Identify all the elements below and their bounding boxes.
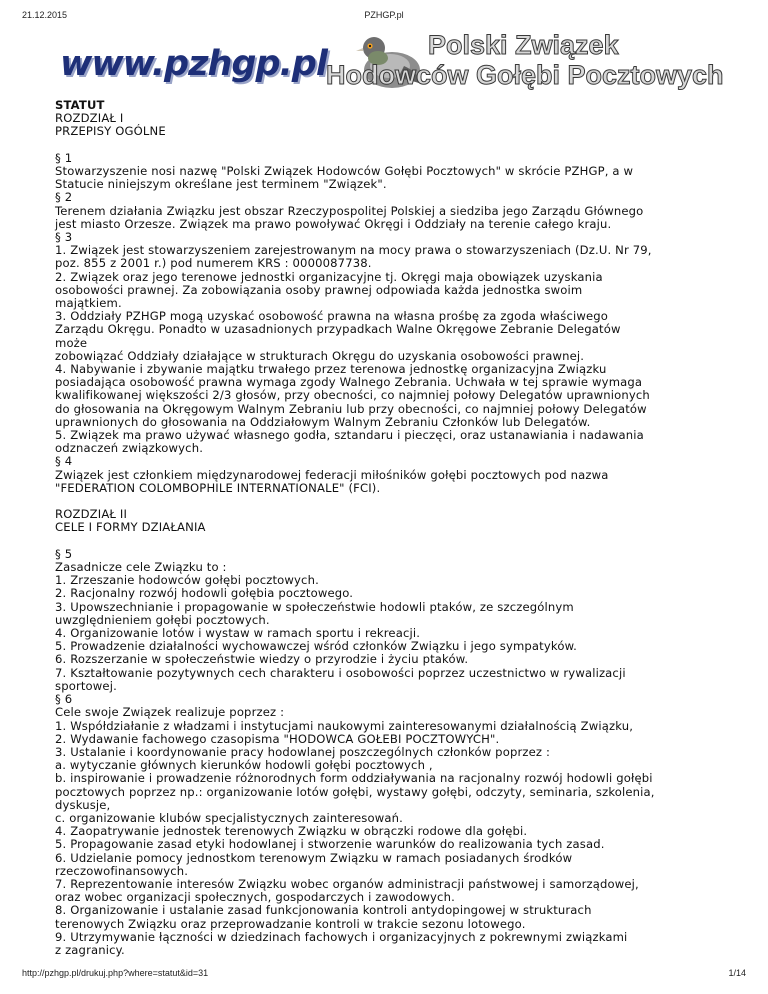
chapter-2-body [55,548,720,957]
document-title: STATUT [55,98,105,112]
document-line: uwzględnieniem gołębi pocztowych. [55,612,270,627]
chapter-1-title: PRZEPISY OGÓLNE [55,124,166,139]
document-line: 4. Organizowanie lotów i wystaw w ramach sportu i rekreacji. [55,626,421,641]
document-line: b. inspirowanie i prowadzenie różnorodnych form oddziaływania na racjonalny rozwój hodowli gołębi [55,771,653,786]
document-line: 3. Upowszechnianie i propagowanie w społeczeństwie hodowli ptaków, ze szczególnym [55,599,574,614]
document-line: osobowości prawnej. Za zobowiązania osoby prawnej odpowiada każda jednostka swoim [55,282,583,297]
document-line: zobowiązać Oddziały działające w strukturach Okręgu do uzyskania osobowości prawnej. [55,348,585,363]
org-name-line-2: Hodowców Gołębi Pocztowych [326,60,724,90]
document-line: 3. Ustalanie i koordynowanie pracy hodowlanej poszczególnych członków poprzez : [55,744,551,759]
document-line: oraz wobec organizacji społecznych, gospodarczych i zawodowych. [55,890,455,905]
document-line: odznaczeń związkowych. [55,441,204,456]
document-line: 2. Związek oraz jego terenowe jednostki organizacyjne tj. Okręgi maja obowiązek uzyskania [55,269,603,284]
document-line: 2. Racjonalny rozwój hodowli gołębia pocztowego. [55,586,354,601]
document-line: 6. Udzielanie pomocy jednostkom terenowym Związku w ramach posiadanych środków [55,850,573,865]
document-line: 7. Kształtowanie pozytywnych cech charakteru i osobowości poprzez uczestnictwo w rywalizacji [55,665,626,680]
chapter-1-label: ROZDZIAŁ I [55,111,124,126]
document-line: z zagranicy. [55,942,125,957]
document-line: 5. Związek ma prawo używać własnego godła, sztandaru i pieczęci, oraz ustanawiania i nadawania [55,428,644,443]
document-line: 9. Utrzymywanie łączności w dziedzinach fachowych i organizacyjnych z pokrewnymi związkami [55,929,628,944]
document-line: Statucie niniejszym określane jest terminem "Związek". [55,177,387,192]
section-heading: § 4 [55,454,73,469]
chapter-2-label: ROZDZIAŁ II [55,507,128,522]
document-line: Zarządu Okręgu. Ponadto w uzasadnionych przypadkach Walne Okręgowe Zebranie Delegatów [55,322,621,337]
chapter-1-body [55,152,720,495]
document-line: 3. Oddziały PZHGP mogą uzyskać osobowość prawna na własna prośbę za zgoda właściwego [55,309,609,324]
document-line: 4. Nabywanie i zbywanie majątku trwałego przez terenowa jednostkę organizacyjna Związku [55,362,607,377]
org-name-line-1: Polski Związek [428,30,619,60]
document-line: 8. Organizowanie i ustalanie zasad funkcjonowania kontroli antydopingowej w strukturach [55,903,592,918]
document-line: może [55,335,88,350]
document-line: 5. Propagowanie zasad etyki hodowlanej i stworzenie warunków do realizowania tych zasad. [55,837,605,852]
statute-document [55,99,720,957]
page-number: 1/14 [728,968,746,978]
section-heading: § 2 [55,190,73,205]
document-line: c. organizowanie klubów specjalistycznych zainteresowań. [55,810,403,825]
document-line: pocztowych poprzez np.: organizowanie lotów gołębi, wystawy gołębi, odczyty, seminaria, szkolenia, [55,784,655,799]
banner-url-logo: www.pzhgp.pl [60,44,327,84]
document-line: 1. Zrzeszanie hodowców gołębi pocztowych. [55,573,319,588]
document-line: 1. Współdziałanie z władzami i instytucjami naukowymi zainteresowanymi działalnością Związku, [55,718,634,733]
print-date: 21.12.2015 [22,10,68,20]
document-line: 2. Wydawanie fachowego czasopisma "HODOWCA GOŁEBI POCZTOWYCH". [55,731,500,746]
document-line: majątkiem. [55,296,122,311]
document-line: posiadająca osobowość prawna wymaga zgody Walnego Zebrania. Uchwała w tej sprawie wymaga [55,375,643,390]
document-line: kwalifikowanej większości 2/3 głosów, przy obecności, co najmniej połowy Delegatów uprawnionych [55,388,650,403]
chapter-2-title: CELE I FORMY DZIAŁANIA [55,520,206,535]
print-url: http://pzhgp.pl/drukuj.php?where=statut&id=31 [22,968,209,978]
document-line: "FEDERATION COLOMBOPHILE INTERNATIONALE" (FCI). [55,480,381,495]
print-site-title: PZHGP.pl [364,10,404,20]
section-heading: § 1 [55,150,73,165]
document-line: rzeczowofinansowych. [55,863,189,878]
document-line: Związek jest członkiem międzynarodowej federacji miłośników gołębi pocztowych pod nazwa [55,467,609,482]
document-line: 7. Reprezentowanie interesów Związku wobec organów administracji państwowej i samorządowej, [55,876,639,891]
document-line: sportowej. [55,678,117,693]
section-heading: § 6 [55,692,73,707]
document-line: 6. Rozszerzanie w społeczeństwie wiedzy o przyrodzie i życiu ptaków. [55,652,469,667]
document-line: 5. Prowadzenie działalności wychowawczej wśród członków Związku i jego sympatyków. [55,639,577,654]
document-line: uprawnionych do głosowania na Oddziałowym Walnym Zebraniu Członków lub Delegatów. [55,414,591,429]
document-line: 1. Związek jest stowarzyszeniem zarejestrowanym na mocy prawa o stowarzyszeniach (Dz.U. Nr 79, [55,243,652,258]
document-line: Zasadnicze cele Związku to : [55,560,227,575]
site-banner[interactable] [56,28,724,94]
document-line: do głosowania na Okręgowym Walnym Zebraniu lub przy obecności, co najmniej połowy Delegatów [55,401,647,416]
document-line: dyskusje, [55,797,111,812]
document-line: Cele swoje Związek realizuje poprzez : [55,705,285,720]
document-line: Stowarzyszenie nosi nazwę "Polski Związek Hodowców Gołębi Pocztowych" w skrócie PZHGP, a w [55,164,634,178]
section-heading: § 3 [55,230,73,245]
document-line: poz. 855 z 2001 r.) pod numerem KRS : 0000087738. [55,256,372,271]
document-line: jest miasto Orzesze. Związek ma prawo powoływać Okręgi i Oddziały na terenie całego kraju. [55,216,612,231]
document-line: a. wytyczanie głównych kierunków hodowli gołębi pocztowych , [55,758,433,773]
document-line: 4. Zaopatrywanie jednostek terenowych Związku w obrączki rodowe dla gołębi. [55,824,528,839]
document-line: Terenem działania Związku jest obszar Rzeczypospolitej Polskiej a siedziba jego Zarządu Głównego [55,203,644,218]
section-heading: § 5 [55,546,73,561]
document-line: terenowych Związku oraz przeprowadzanie kontroli w trakcie sezonu lotowego. [55,916,526,931]
